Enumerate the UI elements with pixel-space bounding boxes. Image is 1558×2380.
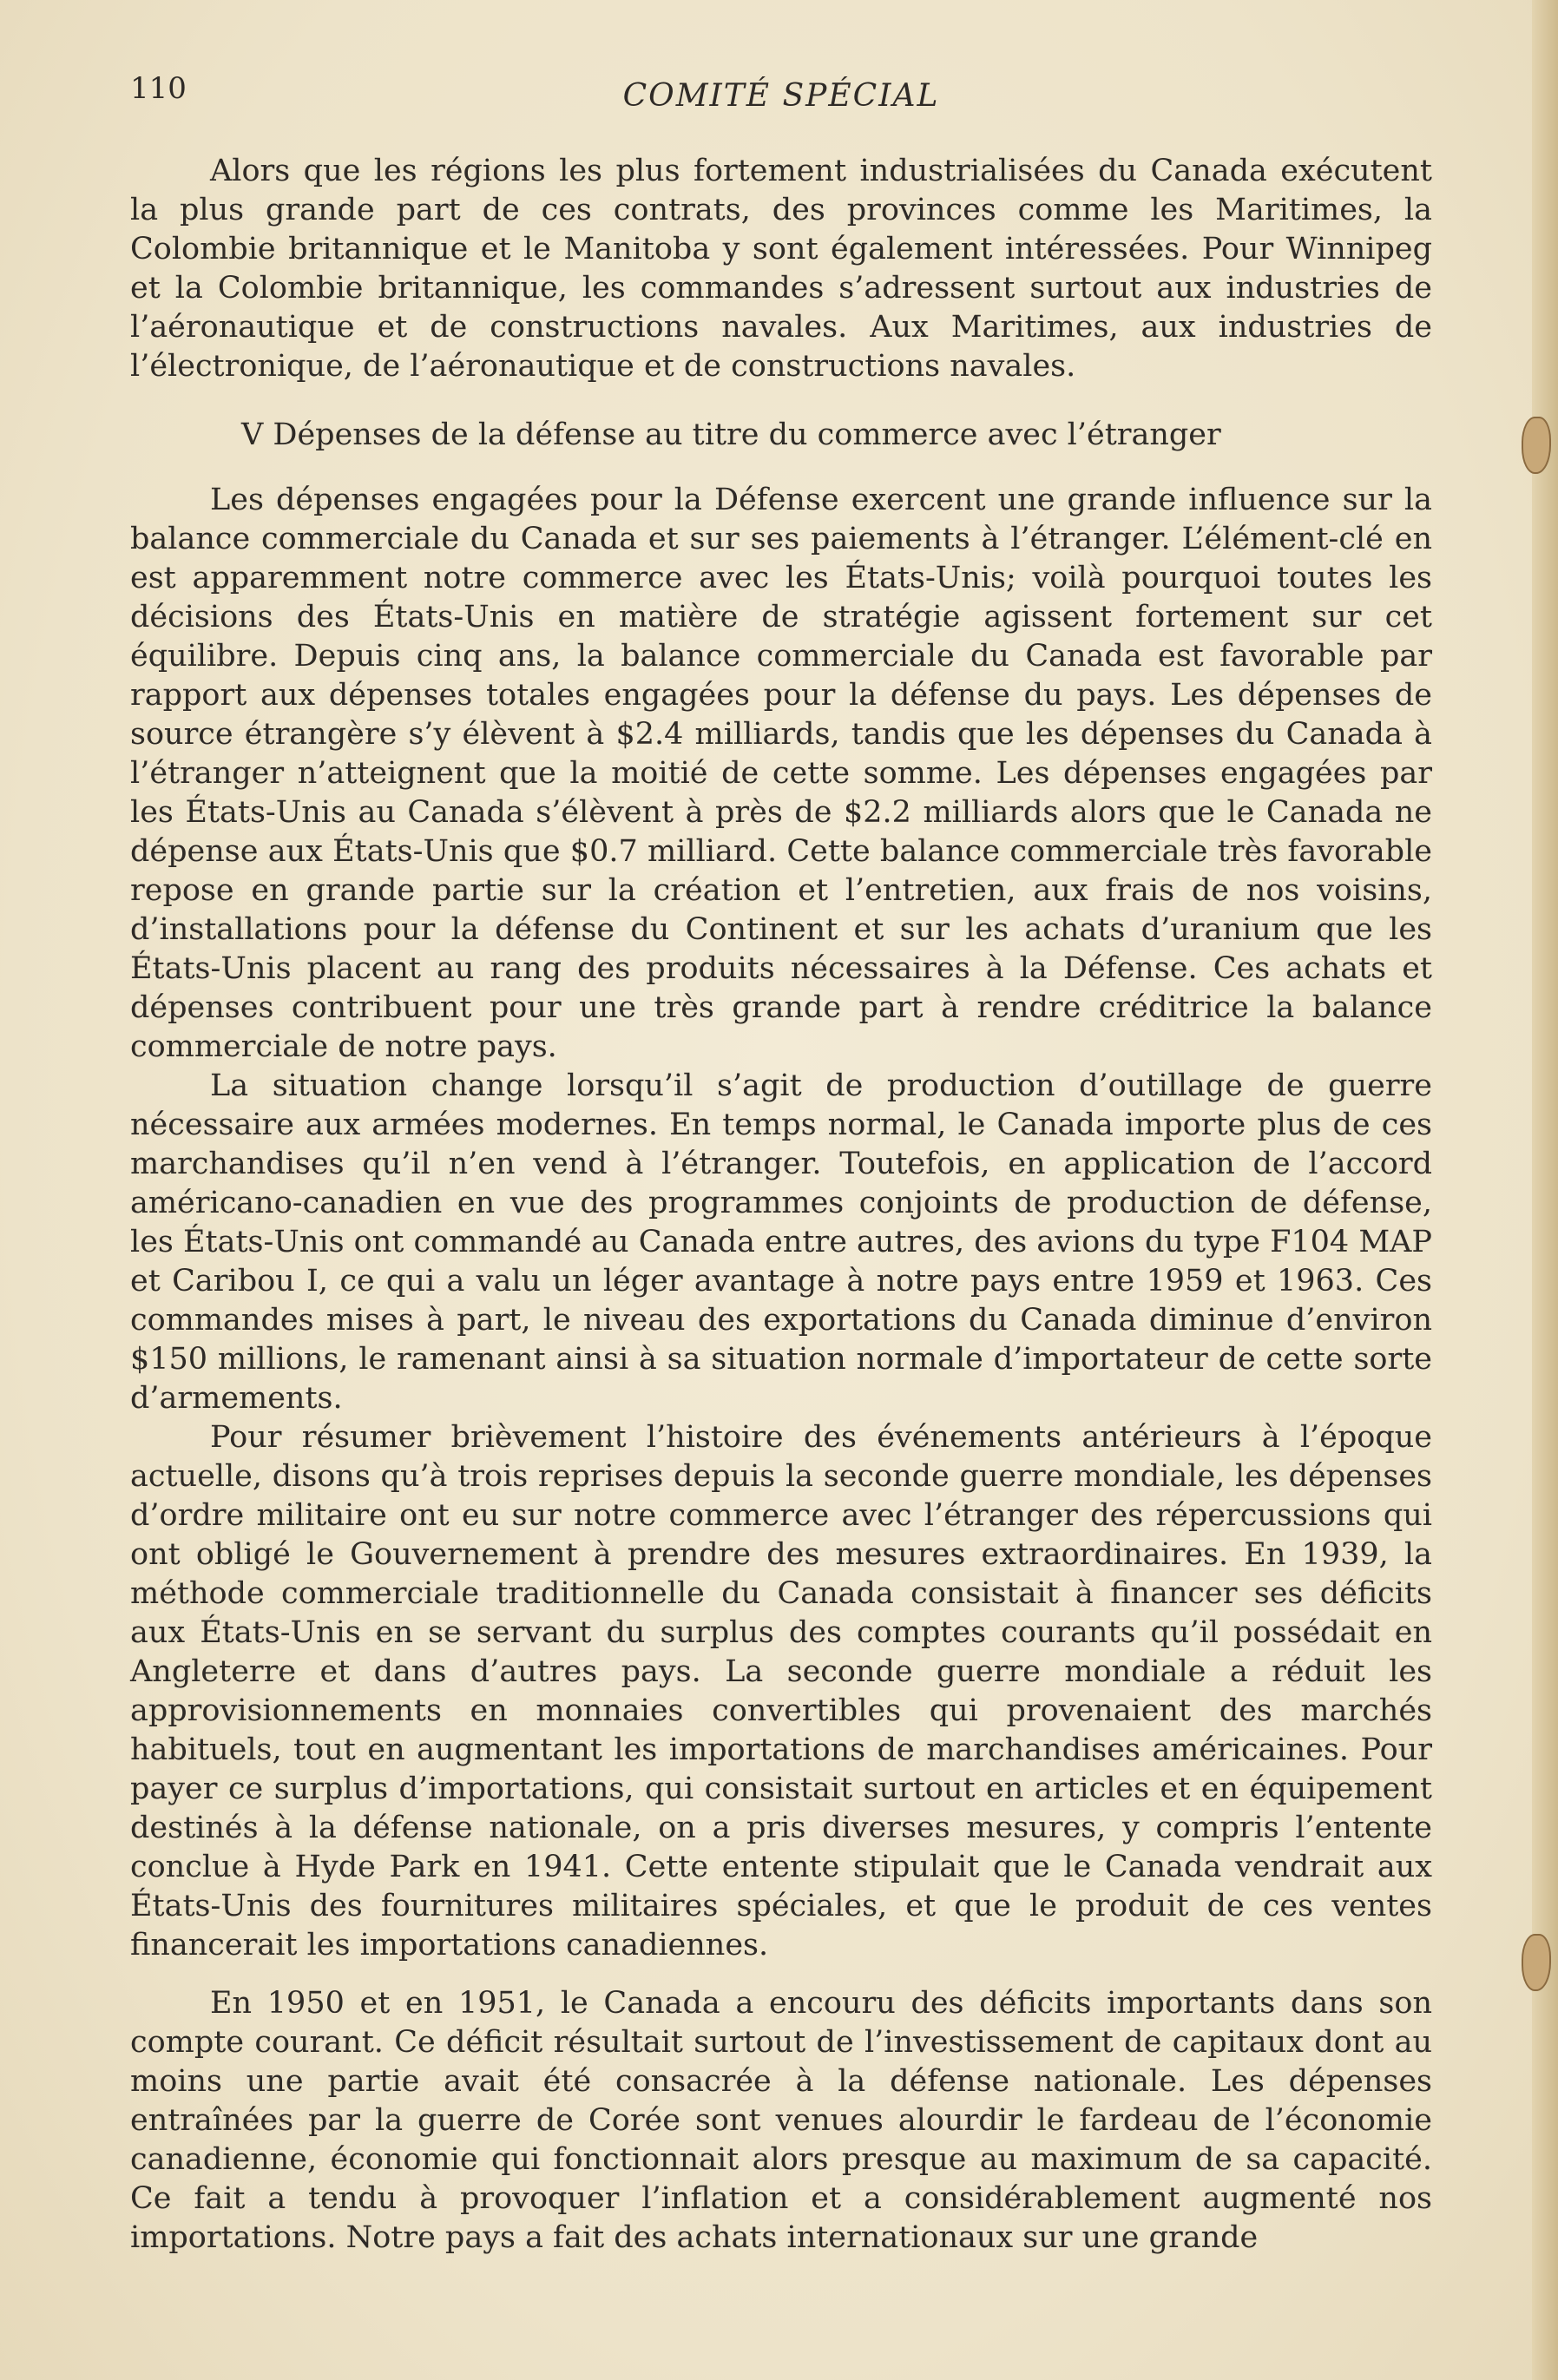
edge-stain-mark — [1522, 417, 1551, 474]
page-number: 110 — [130, 71, 187, 106]
paragraph-historical-summary: Pour résumer brièvement l’histoire des événements antérieurs à l’époque actuelle, disons qu’à trois reprises depuis la seconde guerre mondiale, les dépenses d’ordre militaire ont eu sur notre commerce avec l’étranger des répercussions qui ont obligé le Gouvernement à prendre des mesures extraordinaires. En 1939, la méthode commerciale traditionnelle du Canada consistait à financer ses déficits aux États-Unis en se servant du surplus des comptes courants qu’il possédait en Angleterre et dans d’autres pays. La seconde guerre mondiale a réduit les approvisionnements en monnaies convertibles qui provenaient des marchés habituels, tout en augmentant les importations de marchandises américaines. Pour payer ce surplus d’importations, qui consistait surtout en articles et en équipement destinés à la défense nationale, on a pris diverses mesures, y compris l’entente conclue à Hyde Park en 1941. Cette entente stipulait que le Canada vendrait aux États-Unis des fournitures militaires spéciales, et que le produit de ces ventes financerait les importations canadiennes. — [130, 1420, 1432, 1963]
running-title: COMITÉ SPÉCIAL — [622, 78, 940, 114]
paragraph-contracts-regions: Alors que les régions les plus fortement industrialisées du Canada exécutent la plus grande part de ces contrats, des provinces comme les Maritimes, la Colombie britannique et le Manitoba y sont également intéressées. Pour Winnipeg et la Colombie britannique, les commandes s’adressent surtout aux industries de l’aéronautique et de constructions navales. Aux Maritimes, aux industries de l’électronique, de l’aéronautique et de constructions navales. — [130, 154, 1432, 384]
edge-stain-mark — [1522, 1934, 1551, 1991]
body-text — [130, 152, 1432, 2258]
paragraph-defense-spending-balance: Les dépenses engagées pour la Défense exercent une grande influence sur la balance commerciale du Canada et sur ses paiements à l’étranger. L’élément-clé en est apparemment notre commerce avec les États-Unis; voilà pourquoi toutes les décisions des États-Unis en matière de stratégie agissent fortement sur cet équilibre. Depuis cinq ans, la balance commerciale du Canada est favorable par rapport aux dépenses totales engagées pour la défense du pays. Les dépenses de source étrangère s’y élèvent à $2.4 milliards, tandis que les dépenses du Canada à l’étranger n’atteignent que la moitié de cette somme. Les dépenses engagées par les États-Unis au Canada s’élèvent à près de $2.2 milliards alors que le Canada ne dépense aux États-Unis que $0.7 milliard. Cette balance commerciale très favorable repose en grande partie sur la création et l’entretien, aux frais de nos voisins, d’installations pour la défense du Continent et sur les achats d’uranium que les États-Unis placent au rang des produits nécessaires à la Défense. Ces achats et dépenses contribuent pour une très grande part à rendre créditrice la balance commerciale de notre pays. — [130, 483, 1432, 1064]
page-right-edge — [1532, 0, 1558, 2380]
section-heading: V Dépenses de la défense au titre du commerce avec l’étranger — [241, 417, 1221, 452]
paragraph-1950-1951-deficits: En 1950 et en 1951, le Canada a encouru des déficits importants dans son compte courant. Ce déficit résultait surtout de l’investissement de capitaux dont au moins une partie avait été consacrée à la défense nationale. Les dépenses entraînées par la guerre de Corée sont venues alourdir le fardeau de l’économie canadienne, économie qui fonctionnait alors presque au maximum de sa capacité. Ce fait a tendu à provoquer l’inflation et a considérablement augmenté nos importations. Notre pays a fait des achats internationaux sur une grande — [130, 1986, 1432, 2255]
page-header — [130, 71, 1432, 123]
paragraph-war-equipment-production: La situation change lorsqu’il s’agit de production d’outillage de guerre nécessaire aux armées modernes. En temps normal, le Canada importe plus de ces marchandises qu’il n’en vend à l’étranger. Toutefois, en application de l’accord américano-canadien en vue des programmes conjoints de production de défense, les États-Unis ont commandé au Canada entre autres, des avions du type F104 MAP et Caribou I, ce qui a valu un léger avantage à notre pays entre 1959 et 1963. Ces commandes mises à part, le niveau des exportations du Canada diminue d’environ $150 millions, le ramenant ainsi à sa situation normale d’importateur de cette sorte d’armements. — [130, 1068, 1432, 1416]
